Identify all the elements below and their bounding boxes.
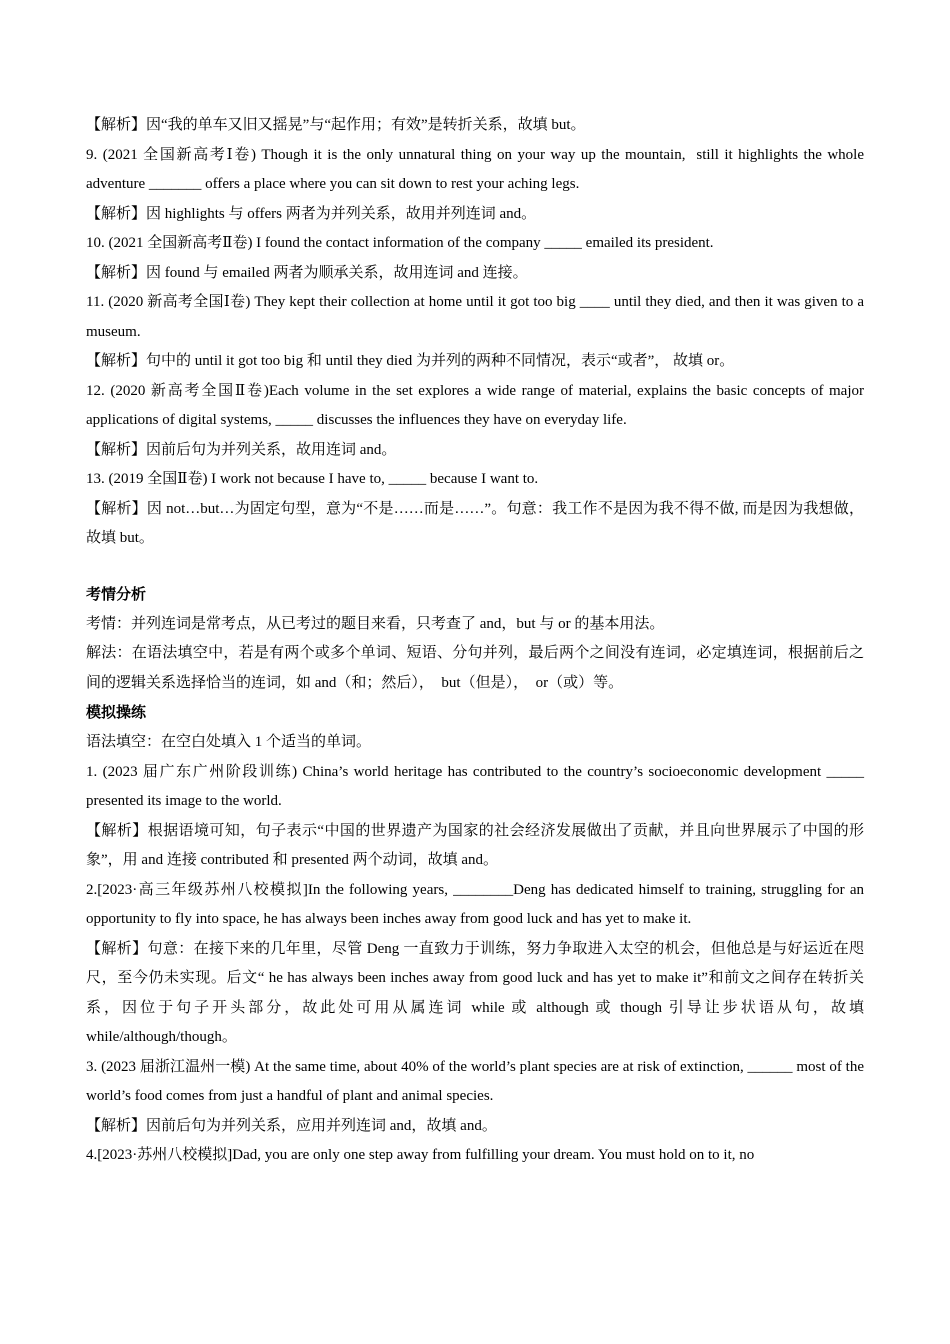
practice-question-1: 1. (2023 届广东广州阶段训练) China’s world heritage has contributed to the country’s socioeconomic development _____ presented its image to the world. (86, 763, 868, 809)
question-11: 11. (2020 新高考全国Ⅰ卷) They kept their collection at home until it got too big ____ until they died, and then it was given to a museum. (86, 294, 868, 340)
explanation-9: 【解析】因 highlights 与 offers 两者为并列关系，故用并列连词 and。 (86, 205, 537, 222)
practice-explanation-2: 【解析】句意：在接下来的几年里，尽管 Deng 一直致力于训练，努力争取进入太空的机会，但他总是与好运近在咫尺，至今仍未实现。后文“ he has always been inches away from good luck and has yet to make it”和前文之间存在转折关系，因位于句子开头部分，故此处可用从属连词 while 或 although 或 though 引导让步状语从句，故填 while/although/though。 (86, 940, 868, 1045)
question-12: 12. (2020 新高考全国Ⅱ卷)Each volume in the set explores a wide range of material, explains the basic concepts of major applications of digital systems, _____ discusses the influences they have on everyday life. (86, 382, 868, 428)
question-9: 9. (2021 全国新高考Ⅰ卷) Though it is the only unnatural thing on your way up the mountain, still it highlights the whole adventure _______ offers a place where you can sit down to rest your aching legs. (86, 146, 868, 192)
document-page (86, 111, 868, 1171)
explanation-11: 【解析】句中的 until it got too big 和 until they died 为并列的两种不同情况，表示“或者”， 故填 or。 (86, 353, 735, 369)
practice-heading: 模拟操练 (86, 705, 147, 721)
analysis-exam-info: 考情：并列连词是常考点，从已考过的题目来看，只考查了 and，but 与 or 的基本用法。 (86, 615, 665, 632)
practice-question-2: 2.[2023·高三年级苏州八校模拟]In the following years, ________Deng has dedicated himself to training, struggling for an opportunity to fly into space, he has always been inches away from good luck and has yet to make it. (86, 881, 868, 927)
explanation-12: 【解析】因前后句为并列关系，故用连词 and。 (86, 441, 397, 458)
analysis-method: 解法：在语法填空中，若是有两个或多个单词、短语、分句并列，最后两个之间没有连词，必定填连词，根据前后之间的逻辑关系选择恰当的连词，如 and（和；然后）， but（但是）， or（或）等。 (86, 645, 864, 691)
analysis-heading: 考情分析 (86, 586, 147, 603)
question-13: 13. (2019 全国Ⅱ卷) I work not because I have to, _____ because I want to. (86, 471, 539, 487)
explanation-8: 【解析】因“我的单车又旧又摇晃”与“起作用；有效”是转折关系，故填 but。 (86, 117, 586, 133)
practice-instruction: 语法填空：在空白处填入 1 个适当的单词。 (86, 734, 372, 750)
question-10: 10. (2021 全国新高考Ⅱ卷) I found the contact information of the company _____ emailed its president. (86, 235, 714, 251)
explanation-13: 【解析】因 not…but…为固定句型，意为“不是……而是……”。句意：我工作不是因为我不得不做, 而是因为我想做，故填 but。 (86, 500, 864, 546)
practice-question-3: 3. (2023 届浙江温州一模) At the same time, about 40% of the world’s plant species are at risk of extinction, ______ most of the world’s food comes from just a handful of plant and animal species. (86, 1058, 868, 1104)
practice-question-4: 4.[2023·苏州八校模拟]Dad, you are only one step away from fulfilling your dream. You must hold on to it, no (86, 1147, 755, 1163)
practice-explanation-1: 【解析】根据语境可知，句子表示“中国的世界遗产为国家的社会经济发展做出了贡献，并且向世界展示了中国的形象”，用 and 连接 contributed 和 presented 两个动词，故填 and。 (86, 822, 864, 868)
practice-explanation-3: 【解析】因前后句为并列关系，应用并列连词 and，故填 and。 (86, 1117, 497, 1134)
explanation-10: 【解析】因 found 与 emailed 两者为顺承关系，故用连词 and 连接。 (86, 264, 528, 281)
